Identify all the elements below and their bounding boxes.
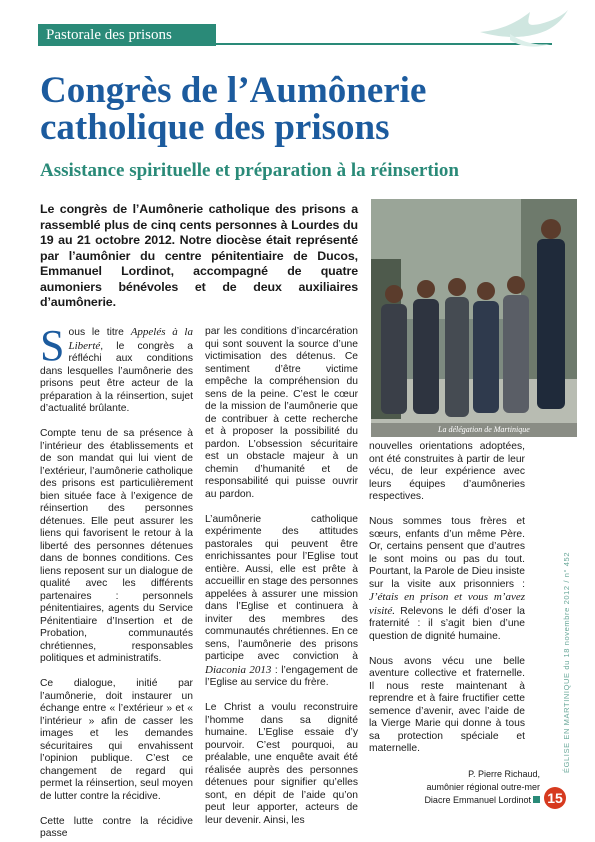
column-2 <box>205 326 358 827</box>
signature-block <box>370 768 540 807</box>
paragraph: par les conditions d’incarcération qui sont souvent la source d’une victimisation des détenus. Ce sentiment d’être victime empêche la compréhension du sens de la peine. C’est le cœur de la mission de l’aumônerie que de contribuer à cette recherche et à proposer la possibilité du pardon. L’obsession sécuritaire est un obstacle majeur à un chemin d’humanité et de responsabilité qui puisse ouvrir au pardon. <box>205 326 358 500</box>
signature-line: aumônier régional outre-mer <box>426 782 540 792</box>
column-1 <box>40 321 193 841</box>
article-title <box>40 72 560 146</box>
paragraph: nouvelles orientations adoptées, ont été construites à partir de leur vécu, de leur expérience avec leurs équipes d’aumôneries respectives. <box>369 441 525 502</box>
side-footer-text: ÉGLISE EN MARTINIQUE du 18 novembre 2012 / n° 452 <box>562 551 571 773</box>
paragraph: Ce dialogue, initié par l’aumônerie, doit instaurer un échange entre « l’extérieur » et « l’intérieur » afin de casser les images et les demandes sécuritaires qui envahissent l’opinion publique. C’est ce changement de regard qui permet la réinsertion, seul moyen de lutter contre la récidive. <box>40 678 193 802</box>
paragraph: Compte tenu de sa présence à l’intérieur des établissements et de son mandat qui lui vient de l’extérieur, l’aumônerie catholique des prisons est particulièrement bien située face à l’exigence de réinsertion des personnes détenues. Elle peut assurer les liens qui favorisent le retour à la liberté des personnes détenues dans de bonnes conditions. Ces liens reposent sur un dialogue de qualité avec les différents partenaires : personnels pénitentiaires, agents du Service Pénitentiaire d’Insertion et de Probation, communautés chrétiennes, responsables politiques et administratifs. <box>40 428 193 664</box>
paragraph: Nous avons vécu une belle aventure collective et fraternelle. Il nous reste maintenant à reprendre et à faire fructifier cette semence d’avenir, avec l’aide de la Vierge Marie qui donne à tous sa protection spéciale et maternelle. <box>369 655 525 754</box>
paragraph: Le Christ a voulu reconstruire l’homme dans sa dignité humaine. L’Eglise essaie d’y pourvoir. C’est pourquoi, au préalable, une enquête avait été réalisée auprès des personnes détenues pour signifier qu’elles sont, en dépit de l’aide qu’on peut leur apporter, acteurs de leur devenir. Ainsi, les <box>205 702 358 826</box>
column-3 <box>369 441 525 768</box>
signature-line: Diacre Emmanuel Lordinot <box>370 794 540 807</box>
article-subtitle: Assistance spirituelle et préparation à la réinsertion <box>40 160 460 181</box>
end-mark <box>533 796 540 803</box>
paragraph: L’aumônerie catholique expérimente des attitudes pastorales qui peuvent être enrichissantes pour l’Eglise tout entière. Aussi, elle est prête à accueillir en stage des personnes appelées à assurer une mission dans l’Eglise et continuera à inviter des membres des communautés chrétiennes. En ce sens, l’aumônerie des prisons participe avec conviction à Diaconia 2013 : l’engagement de l’Eglise au service du frère. <box>205 513 358 688</box>
signature-line: P. Pierre Richaud, <box>468 769 540 779</box>
page-number: 15 <box>544 787 566 809</box>
title-line-1: Congrès de l’Aumônerie <box>40 70 427 111</box>
paragraph: Cette lutte contre la récidive passe <box>40 815 193 839</box>
drop-cap: S <box>40 321 65 370</box>
section-label: Pastorale des prisons <box>38 24 216 46</box>
paragraph: Sous le titre Appelés à la Liberté, le congrès a réfléchi aux conditions dans lesquelles l’aumônerie des prisons peut être acteur de la préparation à la réinsertion, sujet d’actualité brûlante. <box>40 321 193 414</box>
article-lead: Le congrès de l’Aumônerie catholique des prisons a rassemblé plus de cinq cents personnes à Lourdes du 19 au 21 octobre 2012. Notre diocèse était représenté par l’aumônier du centre pénitentiaire de Ducos, Emmanuel Lordinot, accompagné de quatre aumoniers bénévoles et de deux auxiliaires d’aumônerie. <box>40 202 358 309</box>
delegation-photo <box>371 199 577 437</box>
photo-caption: La délégation de Martinique <box>438 425 530 434</box>
title-line-2: catholique des prisons <box>40 107 390 148</box>
side-running-footer <box>560 495 572 775</box>
paragraph: Nous sommes tous frères et sœurs, enfants d’un même Père. Or, certains pensent que d’autres le sont moins ou pas du tout. Pourtant, la Parole de Dieu insiste sur la visite aux prisonniers : J’étais en prison et vous m’avez visité. Relevons le défi d’oser la fraternité : il s’agit bien d’une question de dignité humaine. <box>369 516 525 642</box>
dove-icon <box>470 2 570 52</box>
